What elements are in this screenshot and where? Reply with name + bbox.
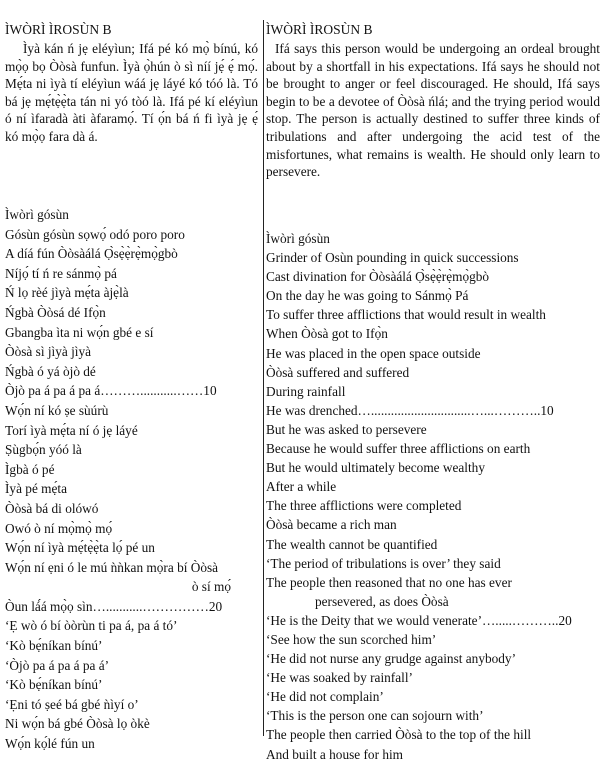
verse-line: Ìwòrì gósùn (266, 231, 330, 246)
verse-line: Ṣùgbọ́n yóó là (5, 442, 82, 458)
verse-line: Òun lá́á mọ̀ọ sìn…...........……………20 (5, 598, 223, 614)
verse-line: Gbangba ìta ni wọ́n gbé e sí (5, 324, 154, 340)
verse-line: Òjò pa á pa á pa á………...........……10 (5, 383, 217, 399)
verse-line: And built a house for him (266, 746, 404, 762)
verse-line: Òòsà sì jìyà jìyà (5, 344, 92, 360)
verse-line: Wọ́n ní ìyà mẹ́tẹ̀ẹ̀ta lọ́ pé un (5, 540, 155, 556)
right-column (266, 22, 600, 181)
verse-line: He was placed in the open space outside (266, 345, 481, 361)
verse-line: The three afflictions were completed (266, 498, 462, 514)
verse-line: Ìwòrì gósùn (5, 207, 69, 222)
verse-line: ‘He did not complain’ (266, 689, 384, 705)
verse-line: But he would ultimately become wealthy (266, 460, 485, 476)
verse-line: Ń lọ rèé jìyà mẹ́ta àjẹ̀là (5, 285, 129, 301)
verse-line: Gósùn gósùn sọwọ́ odó poro poro (5, 226, 185, 242)
verse-line: On the day he was going to Sánmọ̀ Pá (266, 288, 469, 304)
verse-line: Torí ìyà mẹ́ta ní ó jẹ láyé (5, 422, 138, 438)
verse-line: ‘Òjò pa á pa á pa á’ (5, 657, 110, 673)
verse-line: Wọ́n ní ẹni ó le mú ǹǹkan mọ̀ra bí Òòsà (5, 559, 219, 575)
verse-line: Cast divination for Òòsàálá Ọ̀sẹ̀ẹ̀rẹ̀mọ̀gbò (266, 269, 490, 285)
verse-line-continuation: ò sí mọ́ (191, 579, 231, 595)
right-paragraph: Ifá says this person would be undergoing an ordeal brought about by a shortfall in his expectations. Ifá says he should not be brought to anger or feel discouraged. He should, Ifá says begin to be a devotee of Òòsà ńlá; and the trying period would stop. The person is actually destined to suffer three kinds of tribulations and after undergoing the acid test of the misfortunes, what remains is wealth. He should only learn to persevere. (266, 41, 600, 180)
verse-line: The people then carried Òòsà to the top of the hill (266, 727, 532, 743)
verse-line: ‘The period of tribulations is over’ they said (266, 555, 501, 571)
column-divider (263, 20, 264, 736)
verse-line: But he was asked to persevere (266, 421, 427, 437)
verse-line: Òòsà became a rich man (266, 517, 397, 533)
verse-line: Because he would suffer three afflictions on earth (266, 441, 531, 457)
verse-line: A díá fún Òòsàálá Ọ̀sẹ̀ẹ̀rẹ̀mọ̀gbò (5, 246, 178, 262)
verse-line: ‘He did not nurse any grudge against anybody’ (266, 651, 516, 667)
verse-line: Ìgbà ó pé (5, 461, 55, 477)
left-column (5, 22, 258, 146)
verse-line: ‘Kò bẹ́níkan bínú’ (5, 638, 103, 654)
verse-line: ‘He is the Deity that we would venerate’….....………..20 (266, 612, 572, 628)
left-paragraph: Ìyà kán ń jẹ eléyìun; Ifá pé kó mọ̀ bínú, kó mọ̀ọ bọ Òòsà funfun. Ìyà ọ̀hún ò sì níí jẹ́ ẹ́ mọ́. Mẹ́ta ni ìyà tí eléyìun wáá jẹ láyé kó tóó là. Tó bá jẹ mẹ́tẹ̀ẹ̀ta tán ni yó tòó là. Ifá pé kí eléyìun ó ní ìfaradà àti àfaramọ́. Tí ọ́n bá ń fi ìyà jẹ ẹ́ kó mọ̀ọ fara dà á. (5, 41, 258, 144)
verse-line-continuation: persevered, as does Òòsà (315, 593, 449, 609)
verse-line: Owó ò ní mọ̀mọ̀ mọ́ (5, 520, 113, 536)
verse-line: ‘Ẹni tó ṣeé bá gbé ǹìyí o’ (5, 696, 139, 712)
verse-line: ‘This is the person one can sojourn with’ (266, 708, 484, 724)
verse-line: Wọ́n kọ́lé fún un (5, 736, 95, 752)
verse-line: Níjọ́ tí ń re sánmọ̀ pá (5, 265, 117, 281)
verse-line: The people then reasoned that no one has ever (266, 574, 512, 590)
left-heading: ÌWÒRÌ ÌROSÙN B (5, 22, 112, 37)
verse-line: ‘He was soaked by rainfall’ (266, 670, 413, 686)
verse-line: Grinder of Osùn pounding in quick successions (266, 250, 519, 266)
left-verse (5, 205, 231, 754)
verse-line: Ìyà pé mẹ́ta (5, 481, 68, 497)
verse-line: When Òòsà got to Ifọ̀n (266, 326, 388, 342)
verse-line: During rainfall (266, 383, 346, 399)
verse-line: Wọ́n ní kó ṣe sùúrù (5, 402, 109, 418)
right-verse (266, 229, 600, 764)
verse-line: After a while (266, 479, 337, 495)
verse-line: ‘See how the sun scorched him’ (266, 631, 437, 647)
verse-line: Òòsà bá di olówó (5, 500, 99, 516)
verse-line: The wealth cannot be quantified (266, 536, 438, 552)
verse-line: Ńgbà ó yá òjò dé (5, 363, 96, 379)
verse-line: Ni wọ́n bá gbé Òòsà lọ òkè (5, 716, 150, 732)
verse-line: He was drenched…..............................…...………..10 (266, 402, 554, 418)
verse-line: ‘Ẹ wò ó bí òòrùn ti pa á, pa á tó’ (5, 618, 178, 634)
verse-line: To suffer three afflictions that would result in wealth (266, 307, 546, 323)
verse-line: ‘Kò bẹ́níkan bínú’ (5, 677, 103, 693)
verse-line: Òòsà suffered and suffered (266, 364, 410, 380)
verse-line: Ńgbà Òòsá dé Ifọ̀n (5, 304, 106, 320)
right-heading: ÌWÒRÌ ÌROSÙN B (266, 22, 373, 37)
